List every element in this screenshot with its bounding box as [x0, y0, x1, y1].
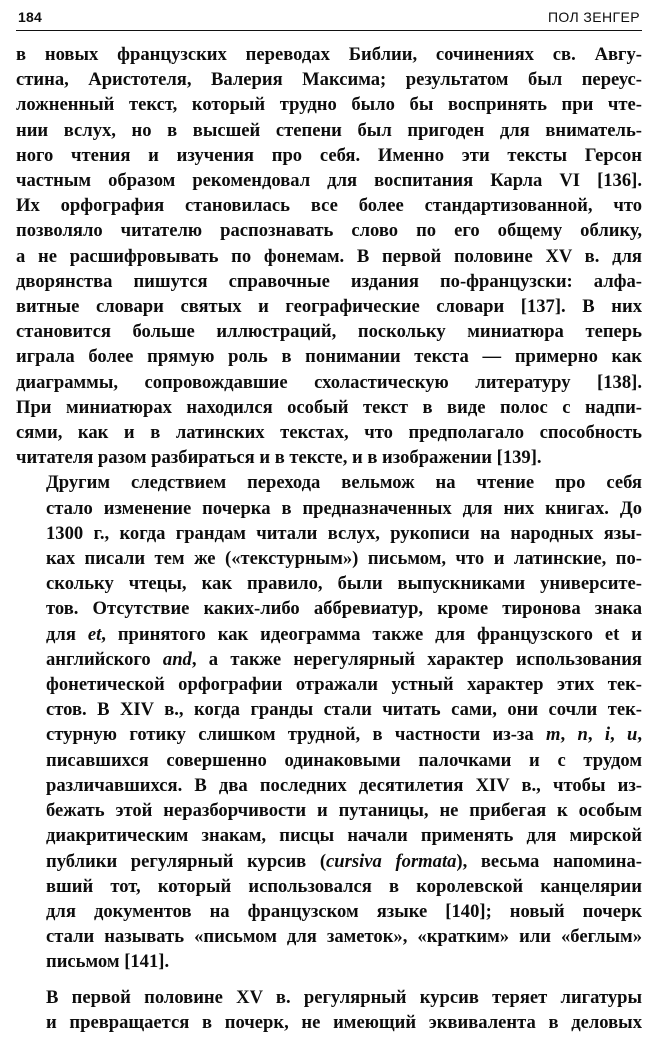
text-line: диакритическим знакам, писцы начали применять для мирской: [46, 825, 642, 847]
paragraph-1: [16, 42, 642, 470]
text-line: для et, принятого как идеограмма также для французского et и: [46, 623, 642, 645]
page-header: [16, 6, 642, 31]
text-line: частным образом рекомендовал для воспитания Карла VI [136].: [16, 170, 642, 192]
text-line: витные словари святых и географические словари [137]. В них: [16, 296, 642, 318]
text-line: дворянства пишутся справочные издания по-французски: алфа-: [16, 270, 642, 292]
text-line: стина, Аристотеля, Валерия Максима; результатом был переус-: [16, 69, 642, 91]
paragraph-2: [16, 470, 642, 974]
text-line: стало изменение почерка в предназначенных для них книгах. До: [46, 497, 642, 519]
text-line: играла более прямую роль в понимании текста — примерно как: [16, 346, 642, 368]
text-line: английского and, а также нерегулярный характер использования: [46, 648, 642, 670]
text-line: фонетической орфографии отражали устный характер этих тек-: [46, 674, 642, 696]
text-line: стов. В XIV в., когда гранды стали читать сами, они сочли тек-: [46, 699, 642, 721]
text-line: позволяло читателю распознавать слово по его общему облику,: [16, 220, 642, 242]
text-line: Их орфография становилась все более стандартизованной, что: [16, 195, 642, 217]
body-text: [16, 42, 642, 1035]
text-line: Другим следствием перехода вельмож на чтение про себя: [46, 472, 642, 494]
text-line: вший тот, который использовался в королевской канцелярии: [46, 875, 642, 897]
text-line: ках писали тем же («текстурным») письмом, что и латинские, по-: [46, 548, 642, 570]
text-line: бежать этой неразборчивости и путаницы, не прибегая к особым: [46, 800, 642, 822]
text-line: нии вслух, но в высшей степени был пригоден для вниматель-: [16, 119, 642, 141]
text-line: ного чтения и изучения про себя. Именно эти тексты Герсон: [16, 144, 642, 166]
text-line: тов. Отсутствие каких-либо аббревиатур, кроме тиронова знака: [46, 598, 642, 620]
text-line: для документов на французском языке [140]; новый почерк: [46, 900, 642, 922]
text-line: публики регулярный курсив (cursiva formata), весьма напомина-: [46, 850, 642, 872]
page-number: 184: [18, 9, 42, 25]
text-line: писавшихся совершенно одинаковыми палочками и с трудом: [46, 749, 642, 771]
text-line: в новых французских переводах Библии, сочинениях св. Авгу-: [16, 44, 642, 65]
text-line: диаграммы, сопровождавшие схоластическую литературу [138].: [16, 371, 642, 393]
text-line: а не расшифровывать по фонемам. В первой половине XV в. для: [16, 245, 642, 267]
text-line: стали называть «письмом для заметок», «кратким» или «беглым»: [46, 926, 642, 948]
text-line: сями, как и в латинских текстах, что предполагало способность: [16, 422, 642, 444]
running-title: ПОЛ ЗЕНГЕР: [547, 9, 640, 25]
text-line: различавшихся. В два последних десятилетия XIV в., чтобы из-: [46, 774, 642, 796]
text-line: читателя разом разбираться и в тексте, и в изображении [139].: [16, 447, 542, 469]
text-line: письмом [141].: [46, 951, 170, 973]
text-line: При миниатюрах находился особый текст в виде полос с надпи-: [16, 396, 642, 418]
text-line: скольку чтецы, как правило, были выпускниками университе-: [46, 573, 642, 595]
paragraph-3: [16, 985, 642, 1035]
text-line: становится больше иллюстраций, поскольку миниатюра теперь: [16, 321, 642, 343]
text-line: В первой половине XV в. регулярный курсив теряет лигатуры: [46, 986, 642, 1008]
text-line: ложненный текст, который трудно было бы воспринять при чте-: [16, 94, 642, 116]
text-line: и превращается в почерк, не имеющий эквивалента в деловых: [46, 1011, 642, 1033]
text-line: стурную готику слишком трудной, в частности из-за m, n, i, u,: [46, 724, 643, 746]
text-line: 1300 г., когда грандам читали вслух, рукописи на народных язы-: [46, 522, 642, 544]
